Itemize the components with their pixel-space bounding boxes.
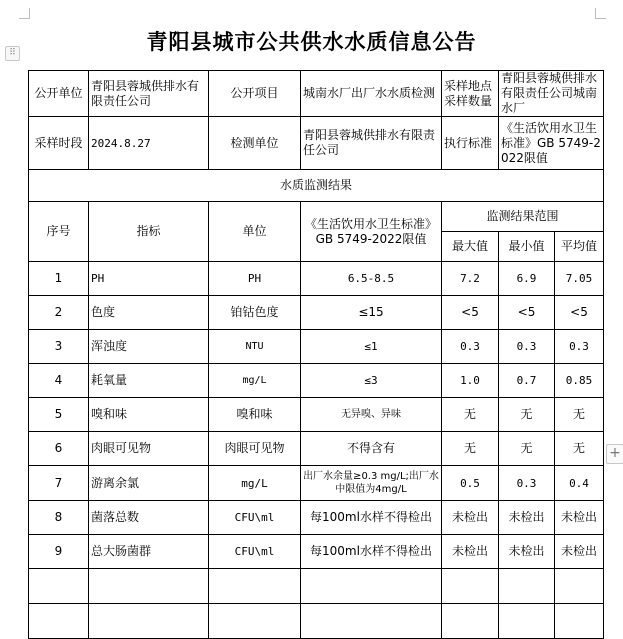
info-label: 公开单位 <box>29 71 89 117</box>
info-value: 青阳县蓉城供排水有限责任公司 <box>89 71 209 117</box>
table-row <box>29 330 604 364</box>
row-avg: <5 <box>555 296 604 330</box>
table-move-handle-icon[interactable]: ⠿ <box>5 46 20 61</box>
header-min: 最小值 <box>499 232 555 262</box>
row-limit: 出厂水余量≥0.3 mg/L;出厂水中限值为4mg/L <box>301 466 442 501</box>
empty-cell <box>555 604 604 639</box>
row-no: 2 <box>29 296 89 330</box>
row-indicator: 菌落总数 <box>89 501 209 535</box>
row-unit: mg/L <box>209 466 301 501</box>
row-no: 1 <box>29 262 89 296</box>
row-unit: CFU\ml <box>209 501 301 535</box>
empty-cell <box>499 604 555 639</box>
row-indicator: 游离余氯 <box>89 466 209 501</box>
row-max: 0.3 <box>442 330 499 364</box>
info-label: 执行标准 <box>442 117 499 170</box>
row-no: 9 <box>29 535 89 569</box>
empty-cell <box>89 604 209 639</box>
header-limit: 《生活饮用水卫生标准》GB 5749-2022限值 <box>301 202 442 262</box>
row-min: 6.9 <box>499 262 555 296</box>
row-limit: 不得含有 <box>301 432 442 466</box>
row-limit: 每100ml水样不得检出 <box>301 535 442 569</box>
row-avg: 无 <box>555 432 604 466</box>
row-unit: CFU\ml <box>209 535 301 569</box>
row-avg: 0.4 <box>555 466 604 501</box>
row-no: 7 <box>29 466 89 501</box>
empty-cell <box>442 604 499 639</box>
header-row <box>29 202 604 232</box>
header-max: 最大值 <box>442 232 499 262</box>
header-indicator: 指标 <box>89 202 209 262</box>
table-row <box>29 262 604 296</box>
row-max: 无 <box>442 432 499 466</box>
info-value: 《生活饮用水卫生标准》GB 5749-2022限值 <box>499 117 604 170</box>
row-max: 0.5 <box>442 466 499 501</box>
empty-cell <box>29 569 89 604</box>
info-row <box>29 117 604 170</box>
row-indicator: 浑浊度 <box>89 330 209 364</box>
info-value: 城南水厂出厂水水质检测 <box>301 71 442 117</box>
row-no: 3 <box>29 330 89 364</box>
page-corner-mark <box>19 8 30 19</box>
row-max: <5 <box>442 296 499 330</box>
page-title: 青阳县城市公共供水水质信息公告 <box>146 30 477 54</box>
row-min: 无 <box>499 432 555 466</box>
table-row <box>29 501 604 535</box>
row-no: 5 <box>29 398 89 432</box>
header-no: 序号 <box>29 202 89 262</box>
info-value: 青阳县蓉城供排水有限责任公司 <box>301 117 442 170</box>
empty-cell <box>209 569 301 604</box>
row-indicator: PH <box>89 262 209 296</box>
empty-cell <box>499 569 555 604</box>
row-unit: NTU <box>209 330 301 364</box>
row-limit: ≤1 <box>301 330 442 364</box>
row-indicator: 总大肠菌群 <box>89 535 209 569</box>
row-indicator: 色度 <box>89 296 209 330</box>
info-label: 采样时段 <box>29 117 89 170</box>
row-max: 1.0 <box>442 364 499 398</box>
empty-cell <box>442 569 499 604</box>
row-max: 7.2 <box>442 262 499 296</box>
row-unit: mg/L <box>209 364 301 398</box>
add-column-icon[interactable]: + <box>606 444 623 464</box>
empty-cell <box>555 569 604 604</box>
header-avg: 平均值 <box>555 232 604 262</box>
row-avg: 7.05 <box>555 262 604 296</box>
empty-row <box>29 604 604 639</box>
info-row <box>29 71 604 117</box>
row-unit: 肉眼可见物 <box>209 432 301 466</box>
row-unit: 嗅和味 <box>209 398 301 432</box>
row-no: 6 <box>29 432 89 466</box>
table-row <box>29 535 604 569</box>
header-unit: 单位 <box>209 202 301 262</box>
row-avg: 0.85 <box>555 364 604 398</box>
row-min: 0.3 <box>499 466 555 501</box>
table-row <box>29 466 604 501</box>
row-limit: 每100ml水样不得检出 <box>301 501 442 535</box>
row-indicator: 耗氧量 <box>89 364 209 398</box>
page-corner-mark <box>595 8 606 19</box>
header-range: 监测结果范围 <box>442 202 604 232</box>
row-indicator: 肉眼可见物 <box>89 432 209 466</box>
row-min: 无 <box>499 398 555 432</box>
row-limit: ≤3 <box>301 364 442 398</box>
row-indicator: 嗅和味 <box>89 398 209 432</box>
empty-cell <box>301 604 442 639</box>
empty-cell <box>301 569 442 604</box>
row-avg: 未检出 <box>555 535 604 569</box>
info-label: 公开项目 <box>209 71 301 117</box>
row-max: 未检出 <box>442 501 499 535</box>
info-value: 青阳县蓉城供排水有限责任公司城南水厂 <box>499 71 604 117</box>
row-unit: PH <box>209 262 301 296</box>
empty-cell <box>209 604 301 639</box>
row-limit: ≤15 <box>301 296 442 330</box>
row-min: 0.7 <box>499 364 555 398</box>
table-row <box>29 296 604 330</box>
row-unit: 铂钴色度 <box>209 296 301 330</box>
row-no: 8 <box>29 501 89 535</box>
row-avg: 无 <box>555 398 604 432</box>
empty-cell <box>29 604 89 639</box>
section-title-row <box>29 170 604 202</box>
empty-cell <box>89 569 209 604</box>
table-row <box>29 432 604 466</box>
row-min: <5 <box>499 296 555 330</box>
row-limit: 6.5-8.5 <box>301 262 442 296</box>
info-label: 检测单位 <box>209 117 301 170</box>
table-row <box>29 364 604 398</box>
row-min: 未检出 <box>499 535 555 569</box>
info-value: 2024.8.27 <box>89 117 209 170</box>
water-quality-table <box>28 70 604 639</box>
row-limit: 无异嗅、异味 <box>301 398 442 432</box>
table-row <box>29 398 604 432</box>
row-max: 无 <box>442 398 499 432</box>
row-no: 4 <box>29 364 89 398</box>
row-max: 未检出 <box>442 535 499 569</box>
row-min: 0.3 <box>499 330 555 364</box>
empty-row <box>29 569 604 604</box>
row-min: 未检出 <box>499 501 555 535</box>
row-avg: 未检出 <box>555 501 604 535</box>
row-avg: 0.3 <box>555 330 604 364</box>
section-title: 水质监测结果 <box>29 170 604 202</box>
info-label: 采样地点采样数量 <box>442 71 499 117</box>
